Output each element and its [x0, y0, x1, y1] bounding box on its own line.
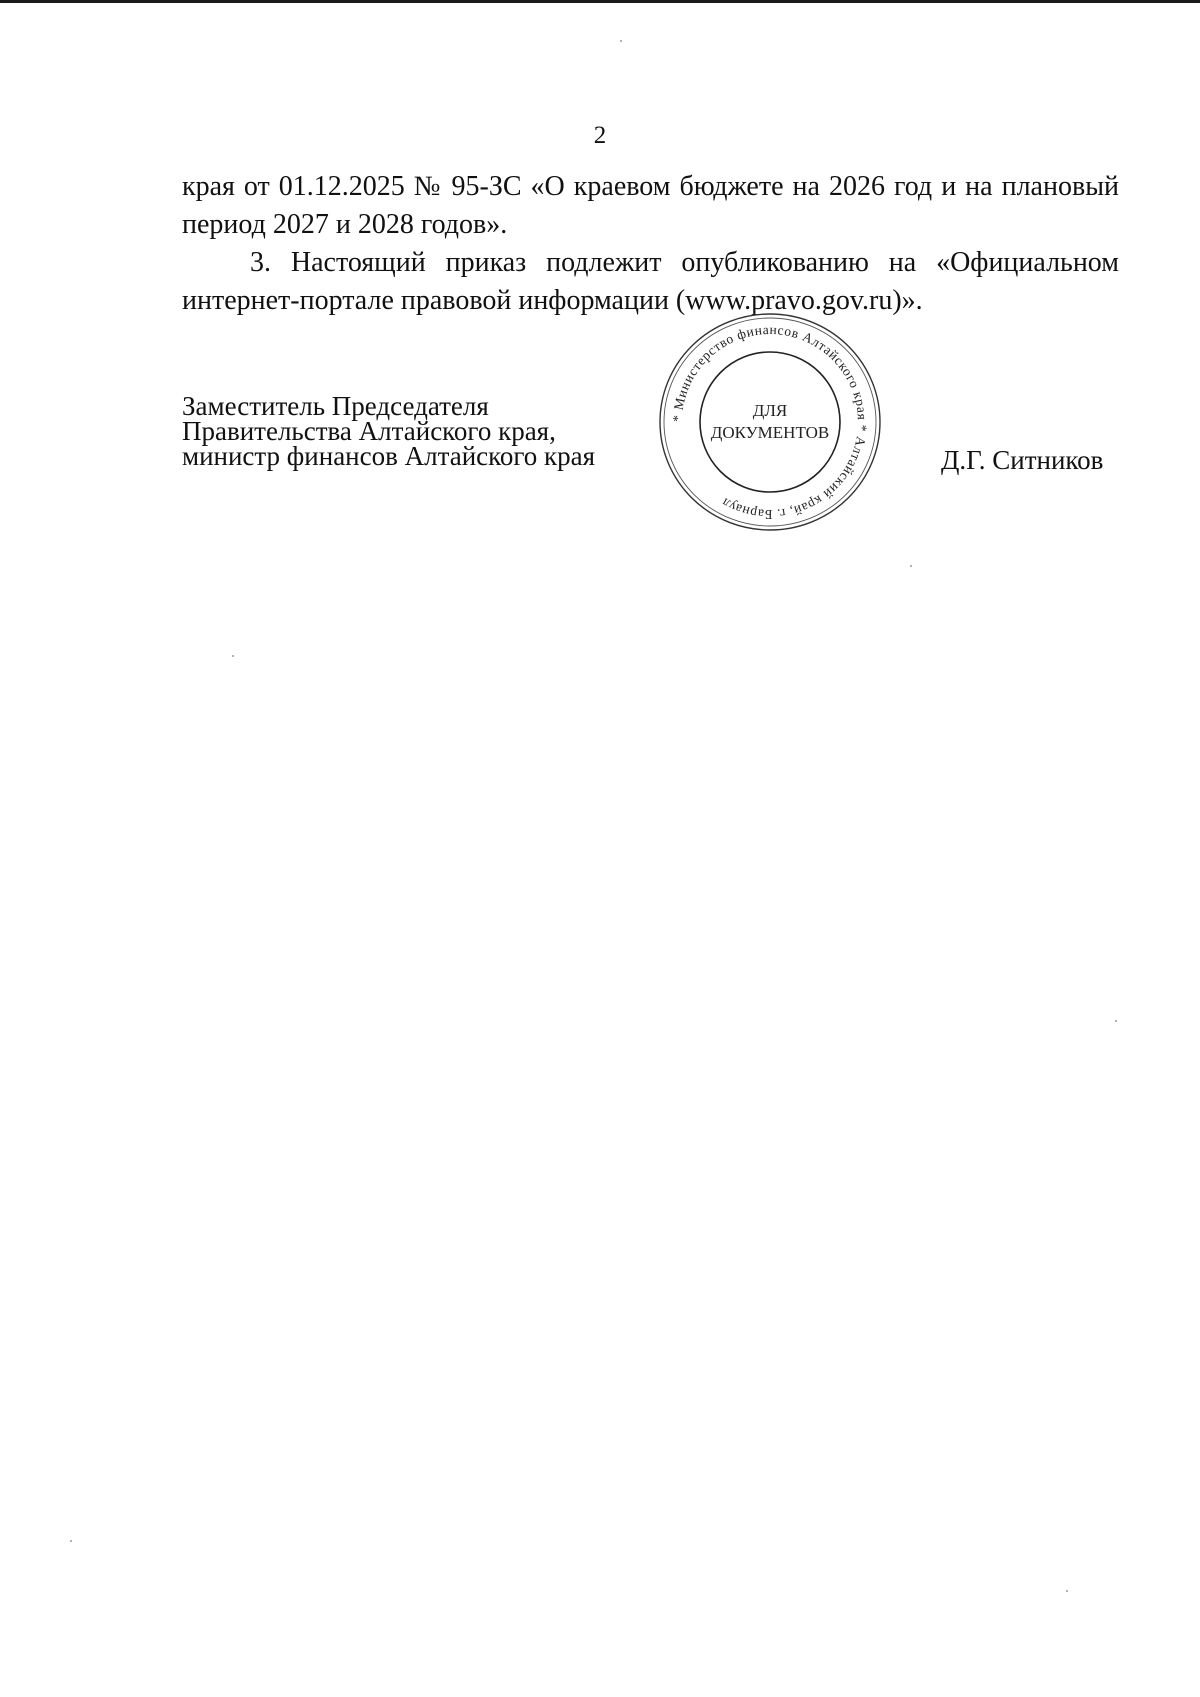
scan-speck: [620, 40, 622, 42]
signatory-position-line-1: Заместитель Председателя: [182, 391, 489, 421]
stamp-center-line-1: ДЛЯ: [752, 401, 788, 420]
paragraph-1-line-1: края от 01.12.2025 № 95-ЗС «О краевом бюджете на 2026 год и на плановый: [182, 171, 1119, 202]
paragraph-1-line-2: период 2027 и 2028 годов».: [182, 209, 508, 240]
official-stamp: [656, 308, 884, 536]
document-body: [182, 168, 1119, 320]
stamp-ring-text: * Министерство финансов Алтайского края * Алтайский край, г. Барнаул: [669, 321, 871, 523]
signatory-position: [182, 391, 596, 471]
scan-speck: [70, 1540, 72, 1542]
scan-speck: [232, 655, 234, 657]
page-number: 2: [593, 122, 607, 149]
scan-speck: [910, 565, 912, 567]
scan-speck: [1066, 1590, 1068, 1592]
paragraph-2: 3. Настоящий приказ подлежит опубликованию на «Официальном интернет-портале правовой информации (www.pravo.gov.ru)».: [182, 247, 1119, 316]
signatory-name: Д.Г. Ситников: [941, 445, 1104, 475]
signatory-position-line-2: Правительства Алтайского края,: [182, 416, 556, 446]
scan-top-edge: [0, 0, 1200, 3]
scan-speck: [1115, 1020, 1117, 1022]
stamp-center-line-2: ДОКУМЕНТОВ: [710, 423, 830, 442]
signatory-position-line-3: министр финансов Алтайского края: [182, 441, 596, 471]
